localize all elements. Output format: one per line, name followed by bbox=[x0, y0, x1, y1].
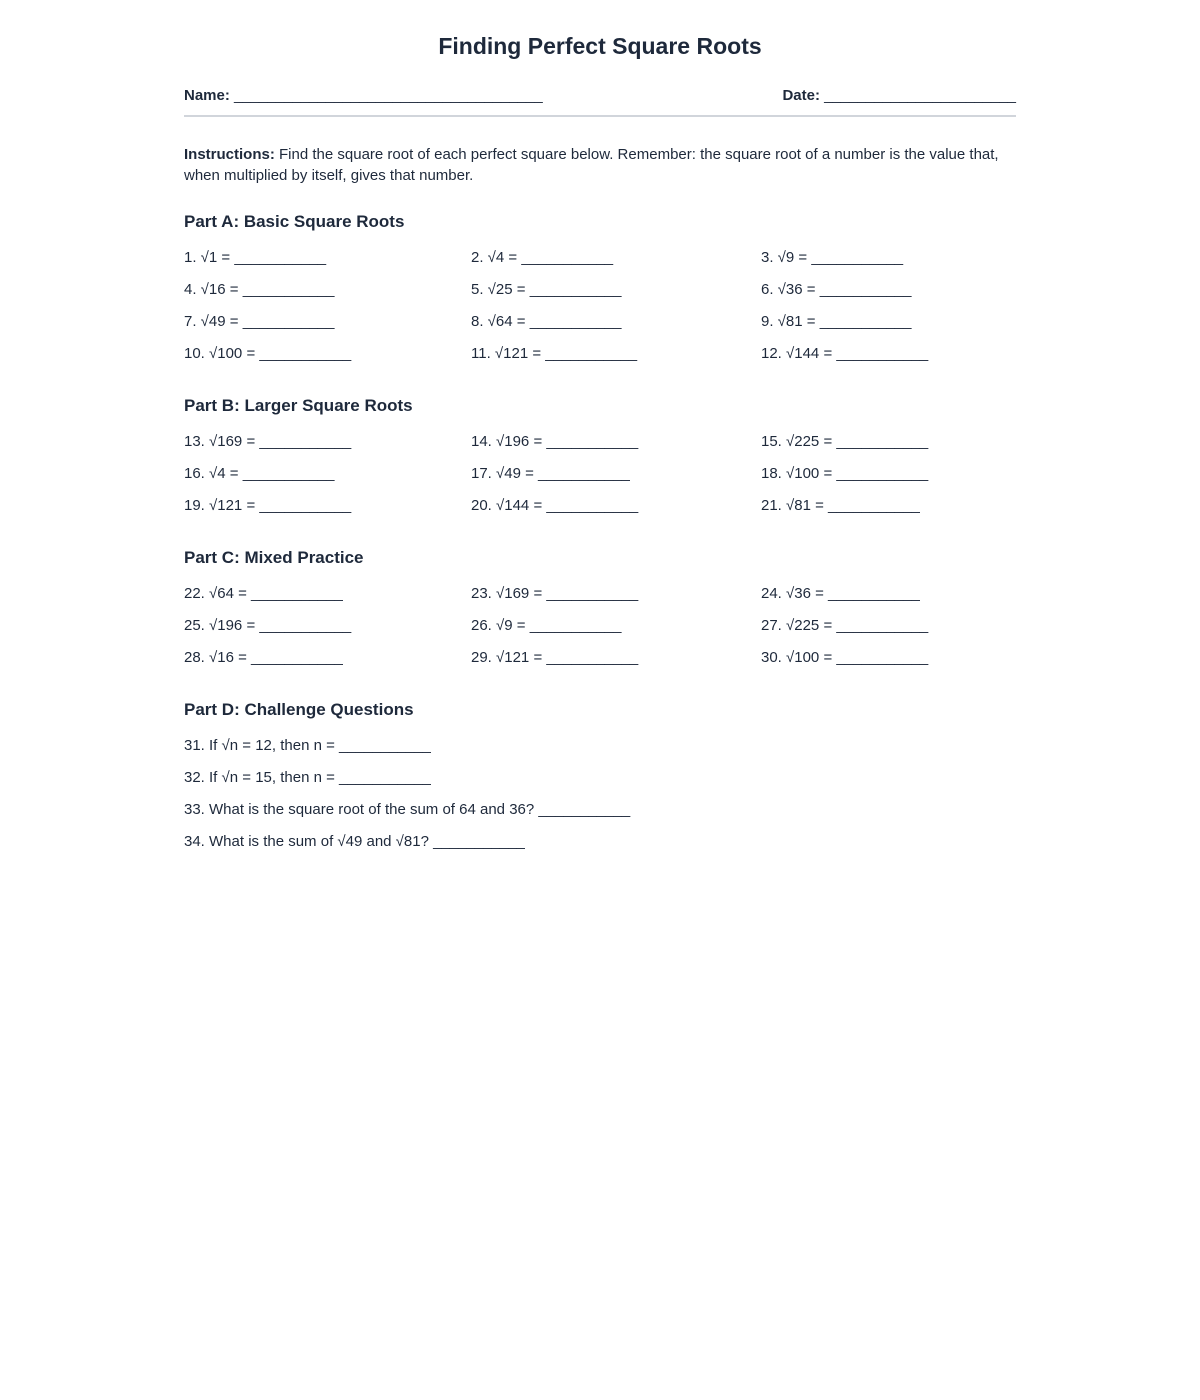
question-label: 10. √100 = bbox=[184, 345, 256, 362]
answer-blank: ___________ bbox=[836, 345, 929, 362]
page-title: Finding Perfect Square Roots bbox=[438, 33, 762, 59]
question-label: 4. √16 = bbox=[184, 281, 239, 298]
question-label: 3. √9 = bbox=[761, 249, 808, 266]
name-blank: _____________________________________ bbox=[234, 87, 543, 104]
answer-blank: ___________ bbox=[836, 465, 929, 482]
question-label: 17. √49 = bbox=[471, 465, 534, 482]
question-8 bbox=[471, 306, 761, 338]
question-label: 31. If √n = 12, then n = bbox=[184, 737, 335, 754]
question-14 bbox=[471, 426, 761, 458]
question-label: 22. √64 = bbox=[184, 585, 247, 602]
question-label: 29. √121 = bbox=[471, 649, 543, 666]
name-date-row bbox=[184, 87, 1016, 104]
question-label: 7. √49 = bbox=[184, 313, 239, 330]
question-label: 23. √169 = bbox=[471, 585, 543, 602]
part-a-grid bbox=[184, 242, 1016, 370]
answer-blank: ___________ bbox=[259, 345, 352, 362]
question-30 bbox=[761, 642, 1016, 674]
answer-blank: ___________ bbox=[819, 313, 912, 330]
answer-blank: ___________ bbox=[529, 313, 622, 330]
question-label: 20. √144 = bbox=[471, 497, 543, 514]
question-label: 27. √225 = bbox=[761, 617, 833, 634]
question-16 bbox=[184, 458, 471, 490]
answer-blank: ___________ bbox=[521, 249, 614, 266]
section-heading-part-a: Part A: Basic Square Roots bbox=[184, 212, 405, 231]
question-24 bbox=[761, 578, 1016, 610]
answer-blank: ___________ bbox=[538, 801, 631, 818]
question-label: 8. √64 = bbox=[471, 313, 526, 330]
question-label: 33. What is the square root of the sum of 64 and 36? bbox=[184, 801, 535, 818]
answer-blank: ___________ bbox=[811, 249, 904, 266]
date-blank: _______________________ bbox=[824, 87, 1016, 104]
question-3 bbox=[761, 242, 1016, 274]
question-label: 28. √16 = bbox=[184, 649, 247, 666]
answer-blank: ___________ bbox=[251, 585, 343, 602]
instructions bbox=[184, 144, 1016, 186]
question-22 bbox=[184, 578, 471, 610]
question-7 bbox=[184, 306, 471, 338]
question-label: 18. √100 = bbox=[761, 465, 833, 482]
question-label: 21. √81 = bbox=[761, 497, 824, 514]
answer-blank: ___________ bbox=[339, 737, 431, 754]
question-20 bbox=[471, 490, 761, 522]
question-33 bbox=[184, 794, 1016, 826]
question-28 bbox=[184, 642, 471, 674]
part-b-grid bbox=[184, 426, 1016, 522]
question-label: 9. √81 = bbox=[761, 313, 816, 330]
question-label: 15. √225 = bbox=[761, 433, 833, 450]
instructions-text: Find the square root of each perfect square below. Remember: the square root of a number is the value that, when multiplied by itself, gives that number. bbox=[184, 146, 999, 184]
question-label: 26. √9 = bbox=[471, 617, 526, 634]
question-18 bbox=[761, 458, 1016, 490]
question-11 bbox=[471, 338, 761, 370]
answer-blank: ___________ bbox=[828, 497, 920, 514]
question-32 bbox=[184, 762, 1016, 794]
instructions-label: Instructions: bbox=[184, 146, 275, 163]
question-label: 2. √4 = bbox=[471, 249, 518, 266]
part-c-grid bbox=[184, 578, 1016, 674]
question-2 bbox=[471, 242, 761, 274]
question-label: 30. √100 = bbox=[761, 649, 833, 666]
question-4 bbox=[184, 274, 471, 306]
question-25 bbox=[184, 610, 471, 642]
answer-blank: ___________ bbox=[242, 281, 335, 298]
answer-blank: ___________ bbox=[234, 249, 327, 266]
question-1 bbox=[184, 242, 471, 274]
question-label: 16. √4 = bbox=[184, 465, 239, 482]
date-field bbox=[782, 87, 1016, 104]
answer-blank: ___________ bbox=[529, 281, 622, 298]
question-15 bbox=[761, 426, 1016, 458]
question-31 bbox=[184, 730, 1016, 762]
answer-blank: ___________ bbox=[259, 497, 352, 514]
answer-blank: ___________ bbox=[251, 649, 343, 666]
question-9 bbox=[761, 306, 1016, 338]
question-26 bbox=[471, 610, 761, 642]
question-label: 11. √121 = bbox=[471, 345, 542, 362]
name-field bbox=[184, 87, 543, 104]
question-label: 19. √121 = bbox=[184, 497, 256, 514]
question-27 bbox=[761, 610, 1016, 642]
answer-blank: ___________ bbox=[546, 497, 639, 514]
question-label: 5. √25 = bbox=[471, 281, 526, 298]
answer-blank: ___________ bbox=[433, 833, 525, 850]
question-label: 34. What is the sum of √49 and √81? bbox=[184, 833, 429, 850]
answer-blank: ___________ bbox=[836, 433, 929, 450]
answer-blank: ___________ bbox=[546, 649, 639, 666]
question-23 bbox=[471, 578, 761, 610]
question-label: 14. √196 = bbox=[471, 433, 543, 450]
question-21 bbox=[761, 490, 1016, 522]
question-label: 1. √1 = bbox=[184, 249, 231, 266]
answer-blank: ___________ bbox=[546, 585, 639, 602]
question-5 bbox=[471, 274, 761, 306]
question-label: 32. If √n = 15, then n = bbox=[184, 769, 335, 786]
answer-blank: ___________ bbox=[546, 433, 639, 450]
answer-blank: ___________ bbox=[828, 585, 920, 602]
answer-blank: ___________ bbox=[836, 649, 929, 666]
question-label: 12. √144 = bbox=[761, 345, 833, 362]
question-34 bbox=[184, 826, 1016, 858]
question-label: 6. √36 = bbox=[761, 281, 816, 298]
answer-blank: ___________ bbox=[836, 617, 929, 634]
section-heading-part-c: Part C: Mixed Practice bbox=[184, 548, 364, 567]
answer-blank: ___________ bbox=[538, 465, 630, 482]
question-label: 24. √36 = bbox=[761, 585, 824, 602]
question-19 bbox=[184, 490, 471, 522]
question-label: 13. √169 = bbox=[184, 433, 256, 450]
answer-blank: ___________ bbox=[259, 617, 352, 634]
section-heading-part-b: Part B: Larger Square Roots bbox=[184, 396, 413, 415]
answer-blank: ___________ bbox=[545, 345, 638, 362]
answer-blank: ___________ bbox=[242, 465, 335, 482]
answer-blank: ___________ bbox=[242, 313, 335, 330]
answer-blank: ___________ bbox=[339, 769, 431, 786]
answer-blank: ___________ bbox=[819, 281, 912, 298]
section-heading-part-d: Part D: Challenge Questions bbox=[184, 700, 414, 719]
question-12 bbox=[761, 338, 1016, 370]
answer-blank: ___________ bbox=[259, 433, 352, 450]
worksheet-page bbox=[184, 0, 1016, 858]
question-6 bbox=[761, 274, 1016, 306]
name-label: Name: bbox=[184, 87, 230, 104]
question-label: 25. √196 = bbox=[184, 617, 256, 634]
question-17 bbox=[471, 458, 761, 490]
date-label: Date: bbox=[782, 87, 820, 104]
question-29 bbox=[471, 642, 761, 674]
answer-blank: ___________ bbox=[529, 617, 622, 634]
header-divider bbox=[184, 115, 1016, 117]
question-10 bbox=[184, 338, 471, 370]
question-13 bbox=[184, 426, 471, 458]
part-d-list bbox=[184, 730, 1016, 858]
